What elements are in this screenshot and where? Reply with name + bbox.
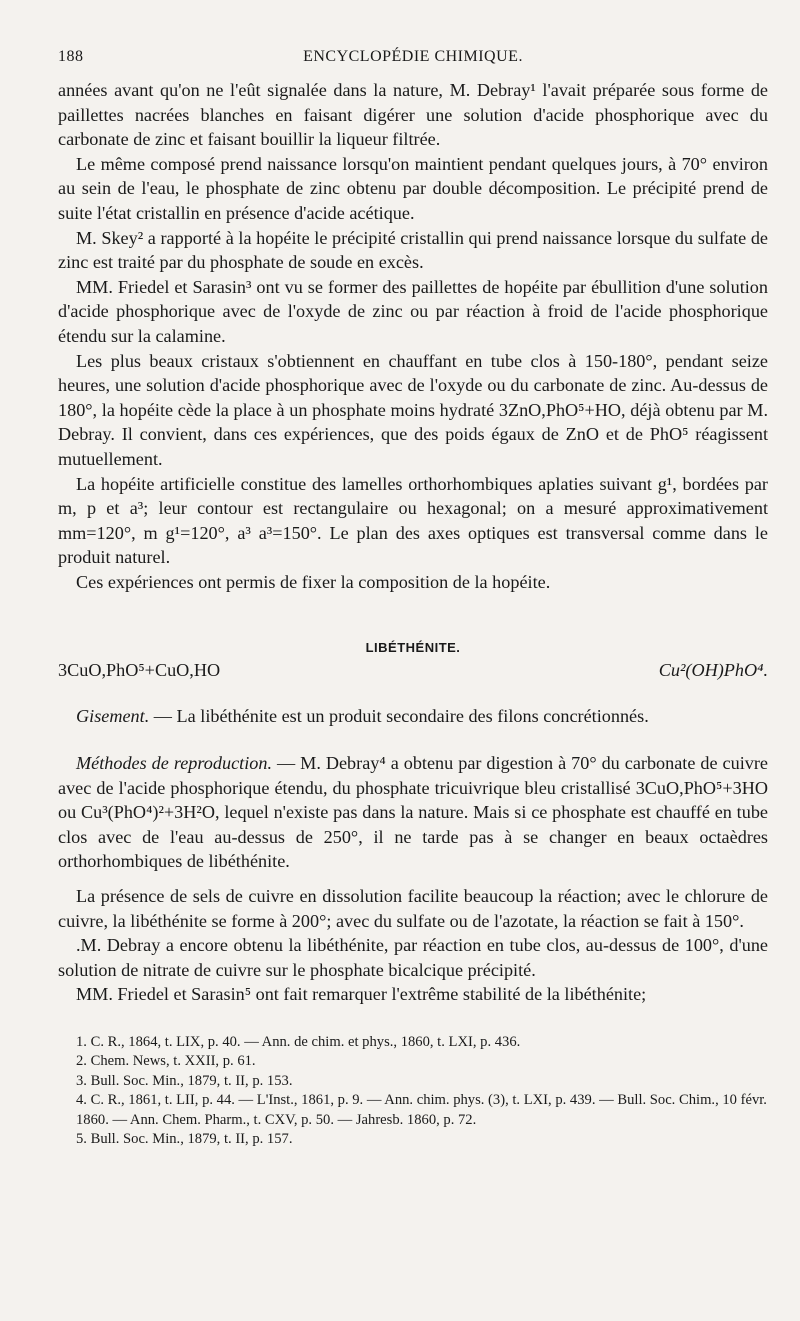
paragraph-3: M. Skey² a rapporté à la hopéite le précipité cristallin qui prend naissance lorsque du sulfate de zinc est traité par du phosphate de soude en excès. [58,227,768,273]
footnote-3: 3. Bull. Soc. Min., 1879, t. II, p. 153. [76,1072,293,1089]
section-heading: LIBÉTHÉNITE. [365,640,461,656]
running-title: ENCYCLOPÉDIE CHIMIQUE. [303,48,523,65]
paragraph-9: .M. Debray a encore obtenu la libéthénite, par réaction en tube clos, au-dessus de 100°, d'une solution de nitrate de cuivre sur le phosphate bicalcique précipité. [58,935,768,980]
paragraph-7: Ces expériences ont permis de fixer la composition de la hopéite. [76,571,551,592]
page-number: 188 [58,48,84,65]
paragraph-10: MM. Friedel et Sarasin⁵ ont fait remarquer l'extrême stabilité de la libéthénite; [76,984,647,1005]
running-header [58,48,768,78]
footnote-1: 1. C. R., 1864, t. LIX, p. 40. — Ann. de chim. et phys., 1860, t. LXI, p. 436. [76,1034,521,1050]
book-page [58,48,768,1149]
paragraph-6: La hopéite artificielle constitue des lamelles orthorhombiques aplaties suivant g¹, bordées par m, p et a³; leur contour est rectangulaire ou hexagonal; on a mesuré approximativement mm=120°, m g¹=120°, a³ a³=150°. Le plan des axes optiques est transversal comme dans le produit naturel. [58,473,768,568]
methodes-label: Méthodes de reproduction. [76,753,272,774]
footnote-5: 5. Bull. Soc. Min., 1879, t. II, p. 157. [76,1131,293,1148]
gisement-text: — La libéthénite est un produit secondaire des filons concrétionnés. [153,706,649,727]
methodes-text: — M. Debray⁴ a obtenu par digestion à 70° du carbonate de cuivre avec de l'acide phosphorique étendu, du phosphate tricuivrique bleu cristallisé 3CuO,PhO⁵+3HO ou Cu³(PhO⁴)²+3H²O, lequel n'existe pas dans la nature. Mais si ce phosphate est chauffé en tube clos avec de l'eau au-dessus de 250°, il ne tarde pas à se changer en beaux octaèdres orthorhombiques de libéthénite. [58,753,768,872]
gisement-paragraph [58,704,768,729]
formula-atomic: Cu²(OH)PhO⁴. [658,660,768,681]
paragraph-5: Les plus beaux cristaux s'obtiennent en chauffant en tube clos à 150-180°, pendant seize heures, une solution d'acide phosphorique avec de l'oxyde ou du carbonate de zinc. Au-dessus de 180°, la hopéite cède la place à un phosphate moins hydraté 3ZnO,PhO⁵+HO, déjà obtenu par M. Debray. Il convient, dans ces expériences, que des poids égaux de ZnO et de PhO⁵ réagissent mutuellement. [58,350,768,469]
footnote-2: 2. Chem. News, t. XXII, p. 61. [76,1053,256,1070]
section-formula-row [58,658,768,682]
paragraph-1: années avant qu'on ne l'eût signalée dans la nature, M. Debray¹ l'avait préparée sous forme de paillettes nacrées blanches en faisant digérer une solution d'acide phosphorique avec du carbonate de zinc et faisant bouillir la liqueur filtrée. [58,80,768,150]
paragraph-4: MM. Friedel et Sarasin³ ont vu se former des paillettes de hopéite par ébullition d'une solution d'acide phosphorique avec de l'oxyde de zinc ou par réaction à froid de l'acide phosphorique étendu sur la calamine. [58,276,768,346]
formula-dualistic: 3CuO,PhO⁵+CuO,HO [58,660,221,681]
footnotes [58,1033,768,1149]
footnote-4: 4. C. R., 1861, t. LII, p. 44. — L'Inst., 1861, p. 9. — Ann. chim. phys. (3), t. LXI, p. 439. — Bull. Soc. Chim., 10 févr. 1860. — Ann. Chem. Pharm., t. CXV, p. 50. — Jahresb. 1860, p. 72. [76,1092,767,1128]
paragraph-2: Le même composé prend naissance lorsqu'on maintient pendant quelques jours, à 70° environ au sein de l'eau, le phosphate de zinc obtenu par double décomposition. Le précipité prend de suite l'état cristallin en présence d'acide acétique. [58,153,768,223]
methodes-paragraph [58,751,768,874]
gisement-label: Gisement. [76,706,150,727]
paragraph-8: La présence de sels de cuivre en dissolution facilite beaucoup la réaction; avec le chlorure de cuivre, la libéthénite se forme à 200°; avec du sulfate ou de l'azotate, la réaction se fait à 150°. [58,886,768,931]
